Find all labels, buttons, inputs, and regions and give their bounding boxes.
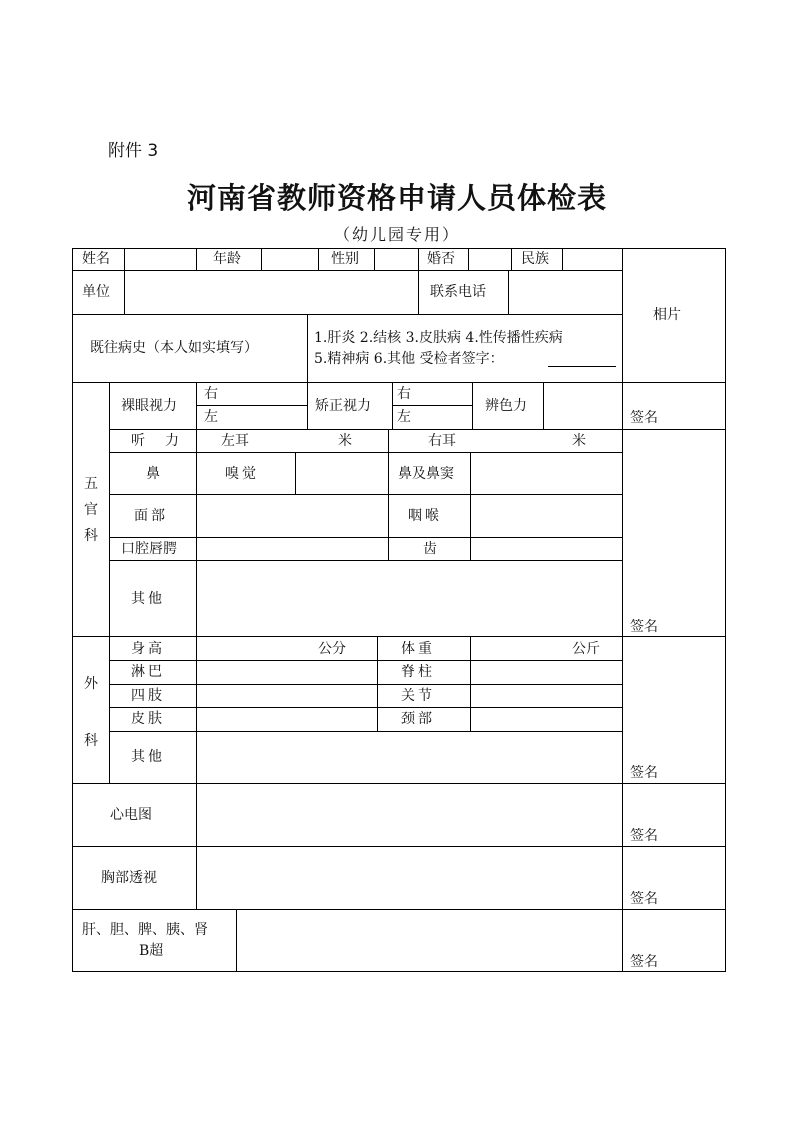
phone-label: 联系电话 xyxy=(430,284,486,300)
grid-line xyxy=(72,314,622,315)
attachment-label: 附件 3 xyxy=(108,141,159,161)
grid-line xyxy=(124,248,125,270)
grid-line xyxy=(72,270,622,271)
grid-line xyxy=(418,270,419,314)
grid-line xyxy=(109,660,622,661)
page-subtitle: （幼儿园专用） xyxy=(333,225,460,244)
grid-line xyxy=(196,405,307,406)
hearing-label: 听 力 xyxy=(131,433,182,449)
signature-label-vision: 签名 xyxy=(630,410,658,426)
lips-label: 口腔唇腭 xyxy=(121,541,177,557)
grid-line xyxy=(124,270,125,314)
grid-line xyxy=(196,636,197,783)
grid-line xyxy=(72,909,726,910)
grid-line xyxy=(109,636,110,783)
gender-label: 性别 xyxy=(331,251,359,267)
ent-section-char-1: 五 xyxy=(84,476,98,492)
spine-label: 脊柱 xyxy=(401,664,435,680)
teeth-label: 齿 xyxy=(423,541,437,557)
ultrasound-label-line2: B超 xyxy=(139,943,164,959)
name-label: 姓名 xyxy=(82,251,110,267)
signature-label-surgery: 签名 xyxy=(630,765,658,781)
grid-line xyxy=(196,537,197,636)
corrected-left-label: 左 xyxy=(397,409,411,425)
grid-line xyxy=(318,248,319,270)
ent-section-char-2: 官 xyxy=(84,502,98,518)
grid-line xyxy=(196,429,197,537)
grid-line xyxy=(508,270,509,314)
grid-line xyxy=(109,560,622,561)
grid-line xyxy=(72,971,726,972)
corrected-vision-label: 矫正视力 xyxy=(315,398,371,414)
grid-line xyxy=(472,382,473,430)
face-label: 面部 xyxy=(134,508,168,524)
neck-label: 颈部 xyxy=(401,711,435,727)
grid-line xyxy=(109,537,622,538)
grid-line xyxy=(109,707,622,708)
grid-line xyxy=(109,684,622,685)
corrected-right-label: 右 xyxy=(397,386,411,402)
grid-line xyxy=(72,846,726,847)
grid-line xyxy=(622,248,623,972)
surgery-other-label: 其他 xyxy=(131,749,165,765)
unit-label: 单位 xyxy=(82,284,110,300)
grid-line xyxy=(307,314,308,382)
grid-line xyxy=(109,382,110,636)
grid-line xyxy=(109,452,622,453)
limbs-label: 四肢 xyxy=(131,688,165,704)
grid-line xyxy=(109,494,622,495)
grid-line xyxy=(72,248,726,249)
height-unit: 公分 xyxy=(318,641,346,657)
ecg-label: 心电图 xyxy=(110,807,152,823)
grid-line xyxy=(72,248,73,972)
page-title: 河南省教师资格申请人员体检表 xyxy=(186,181,607,215)
ultrasound-label-line1: 肝、胆、脾、胰、肾 xyxy=(82,922,208,938)
ent-section-char-3: 科 xyxy=(84,528,98,544)
joints-label: 关节 xyxy=(401,688,435,704)
skin-label: 皮肤 xyxy=(131,711,165,727)
height-label: 身高 xyxy=(131,641,165,657)
history-options-line2: 5.精神病 6.其他 受检者签字： xyxy=(314,351,504,367)
grid-line xyxy=(72,382,726,383)
grid-line xyxy=(109,731,622,732)
grid-line xyxy=(392,405,472,406)
grid-line xyxy=(374,248,375,270)
grid-line xyxy=(295,452,296,494)
grid-line xyxy=(307,382,308,430)
right-ear-unit: 米 xyxy=(572,433,586,449)
grid-line xyxy=(261,248,262,270)
surgery-section-char-1: 外 xyxy=(84,676,98,692)
weight-unit: 公斤 xyxy=(572,641,600,657)
medical-history-label: 既往病史（本人如实填写） xyxy=(90,340,258,356)
grid-line xyxy=(470,452,471,560)
naked-left-label: 左 xyxy=(204,409,218,425)
age-label: 年龄 xyxy=(213,251,241,267)
smell-label: 嗅觉 xyxy=(225,466,259,482)
grid-line xyxy=(543,382,544,430)
grid-line xyxy=(468,248,469,270)
ent-other-label: 其他 xyxy=(131,591,165,607)
grid-line xyxy=(418,248,419,270)
right-ear-label: 右耳 xyxy=(428,433,456,449)
left-ear-unit: 米 xyxy=(338,433,352,449)
grid-line xyxy=(562,248,563,270)
signature-label-chest: 签名 xyxy=(630,891,658,907)
history-options-line1: 1.肝炎 2.结核 3.皮肤病 4.性传播性疾病 xyxy=(314,330,563,346)
signature-label-ent: 签名 xyxy=(630,619,658,635)
signature-label-ultrasound: 签名 xyxy=(630,954,658,970)
grid-line xyxy=(392,382,393,430)
signature-label-ecg: 签名 xyxy=(630,828,658,844)
throat-label: 咽喉 xyxy=(408,508,442,524)
naked-right-label: 右 xyxy=(204,386,218,402)
naked-vision-label: 裸眼视力 xyxy=(121,398,177,414)
grid-line xyxy=(196,248,197,270)
color-vision-label: 辨色力 xyxy=(485,398,527,414)
left-ear-label: 左耳 xyxy=(221,433,249,449)
ethnicity-label: 民族 xyxy=(521,251,549,267)
weight-label: 体重 xyxy=(401,641,435,657)
photo-label: 相片 xyxy=(653,307,681,323)
sinus-label: 鼻及鼻窦 xyxy=(398,466,454,482)
signature-blank-line xyxy=(548,366,616,367)
grid-line xyxy=(72,636,726,637)
grid-line xyxy=(725,248,726,972)
nose-label: 鼻 xyxy=(146,466,160,482)
chest-xray-label: 胸部透视 xyxy=(101,870,157,886)
grid-line xyxy=(236,909,237,971)
grid-line xyxy=(72,783,726,784)
grid-line xyxy=(511,248,512,270)
grid-line xyxy=(196,382,197,430)
grid-line xyxy=(109,429,726,430)
marital-label: 婚否 xyxy=(427,251,455,267)
surgery-section-char-2: 科 xyxy=(84,733,98,749)
lymph-label: 淋巴 xyxy=(131,664,165,680)
